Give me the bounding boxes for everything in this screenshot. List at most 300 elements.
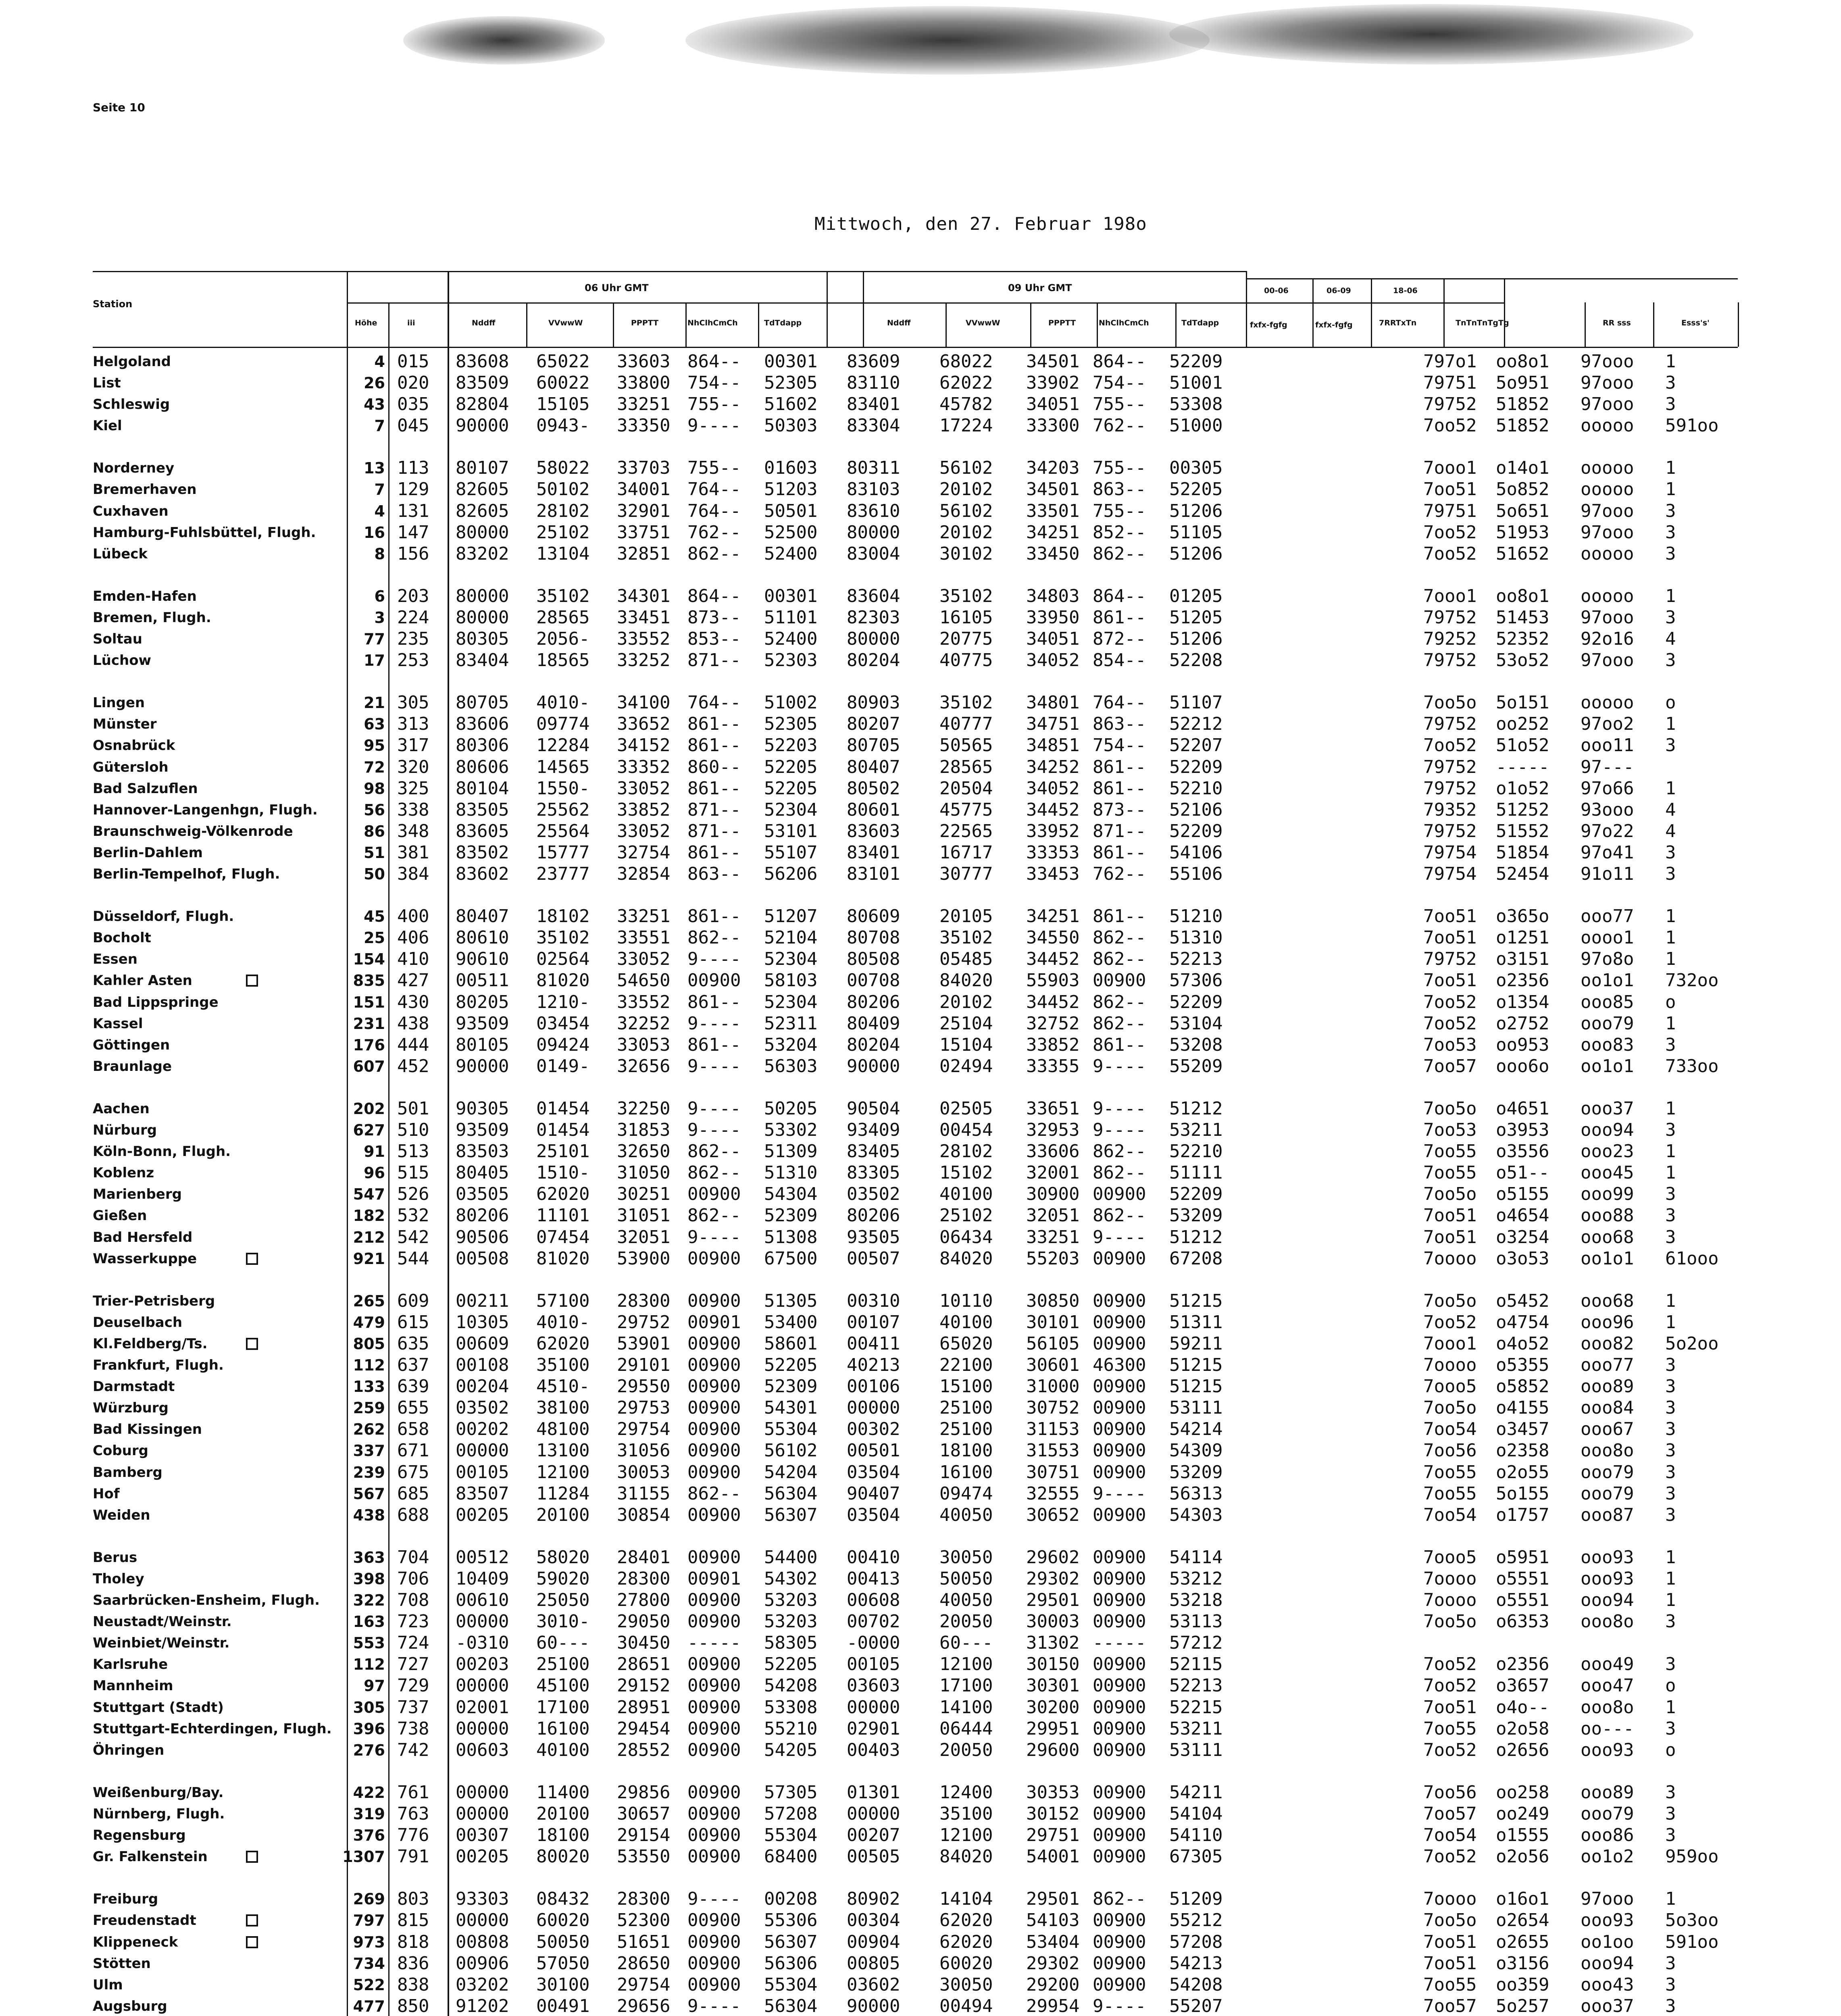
climate-value: ooo94 [1581,1120,1634,1140]
station-id: 147 [397,522,429,543]
climate-value: 7oooo [1423,1355,1477,1375]
climate-value: 7oo51 [1423,1932,1477,1952]
header-09-col1: Nddff [887,319,911,327]
obs06-value: 83505 [456,800,509,820]
obs06-value: 00205 [456,1505,509,1525]
obs09-value: 83609 [847,351,900,372]
table-row [0,1676,1841,1696]
obs09-value: 29200 [1026,1974,1080,1995]
obs06-value: 28552 [617,1740,671,1760]
obs09-value: 30652 [1026,1505,1080,1525]
obs09-value: 50050 [939,1568,993,1589]
obs09-value: 53209 [1169,1462,1223,1483]
obs09-value: 52210 [1169,1141,1223,1162]
obs09-value: 34452 [1026,992,1080,1012]
obs06-value: 34100 [617,692,671,713]
obs09-value: 00900 [1093,1590,1146,1610]
obs09-value: 57306 [1169,970,1223,991]
climate-value: 97ooo [1581,373,1634,393]
table-row [0,608,1841,628]
obs06-value: 52205 [764,1355,818,1375]
climate-value: oo249 [1496,1804,1549,1824]
climate-value: ooo89 [1581,1376,1634,1397]
table-row [0,1783,1841,1803]
table-row [0,1163,1841,1183]
obs09-value: 90000 [847,1056,900,1077]
obs06-value: 9---- [687,1889,741,1909]
obs06-value: 00900 [687,970,741,991]
obs06-value: 29753 [617,1397,671,1418]
obs09-value: 06434 [939,1227,993,1248]
obs06-value: 32901 [617,501,671,521]
obs06-value: 50303 [764,415,818,436]
obs09-value: 33501 [1026,501,1080,521]
obs06-value: 861-- [687,1035,741,1055]
station-id: 526 [397,1184,429,1204]
station-name: Nürnberg, Flugh. [93,1806,225,1822]
obs09-value: 55903 [1026,970,1080,991]
station-name: Gütersloh [93,759,169,775]
climate-value: 7oo51 [1423,906,1477,927]
obs09-value: 80502 [847,778,900,799]
obs06-value: 4010- [536,692,590,713]
table-row [0,1398,1841,1418]
obs06-value: 91202 [456,1996,509,2016]
obs09-value: 51206 [1169,544,1223,564]
climate-value: 79752 [1423,757,1477,777]
climate-value: 1 [1665,1098,1676,1119]
obs09-value: 29600 [1026,1740,1080,1760]
obs06-value: 31853 [617,1120,671,1140]
obs09-value: 51111 [1169,1162,1223,1183]
obs06-value: 00900 [687,1440,741,1461]
obs06-value: 11400 [536,1782,590,1803]
obs06-value: 00511 [456,970,509,991]
station-id: 542 [397,1227,429,1248]
group09-right [1246,271,1247,347]
climate-value: 7oo51 [1423,970,1477,991]
climate-value: 7oo55 [1423,1718,1477,1739]
obs09-value: 06444 [939,1718,993,1739]
obs09-value: 34052 [1026,650,1080,671]
obs06-value: 10409 [456,1568,509,1589]
station-elevation: 43 [364,396,385,413]
climate-value: ooo93 [1581,1740,1634,1760]
climate-value: ooooo [1581,586,1634,606]
obs09-value: 861-- [1093,778,1146,799]
obs06-value: 90000 [456,415,509,436]
obs06-value: 55304 [764,1974,818,1995]
station-elevation: 363 [353,1549,385,1566]
obs06-value: 00900 [687,1825,741,1845]
station-elevation: 72 [364,758,385,776]
obs06-value: 83404 [456,650,509,671]
table-row [0,1035,1841,1055]
station-name: Köln-Bonn, Flugh. [93,1143,231,1160]
obs09-value: 29302 [1026,1568,1080,1589]
climate-value: o2o55 [1496,1462,1549,1483]
climate-value: 79752 [1423,778,1477,799]
obs09-value: 30752 [1026,1397,1080,1418]
header-06-uhr: 06 Uhr GMT [585,282,649,294]
table-row [0,394,1841,414]
climate-value: ooo8o [1581,1697,1634,1718]
station-name: Berus [93,1549,137,1566]
climate-value: o5452 [1496,1291,1549,1311]
climate-value: o5355 [1496,1355,1549,1375]
obs09-value: 54303 [1169,1505,1223,1525]
obs09-value: 754-- [1093,735,1146,756]
climate-value: 7oo5o [1423,1611,1477,1632]
climate-value: 7oo53 [1423,1035,1477,1055]
station-id: 688 [397,1505,429,1525]
climate-value: 3 [1665,394,1676,414]
climate-value: 7ooo1 [1423,586,1477,606]
obs09-value: 30353 [1026,1782,1080,1803]
climate-value: oo1o1 [1581,1248,1634,1269]
table-row [0,1697,1841,1718]
obs09-value: 40050 [939,1505,993,1525]
table-row [0,586,1841,606]
obs09-value: 00900 [1093,1825,1146,1845]
climate-value: 7oo55 [1423,1483,1477,1504]
obs09-value: 20102 [939,522,993,543]
obs09-value: 80206 [847,992,900,1012]
obs09-value: 80601 [847,800,900,820]
station-name: Braunschweig-Völkenrode [93,823,293,839]
obs09-value: 00900 [1093,1376,1146,1397]
obs06-value: 755-- [687,458,741,478]
obs09-value: 20105 [939,906,993,927]
obs06-value: 00508 [456,1248,509,1269]
station-elevation: 422 [353,1784,385,1801]
obs09-value: 54211 [1169,1782,1223,1803]
obs09-value: 33300 [1026,415,1080,436]
climate-value: o2654 [1496,1910,1549,1931]
climate-value: 7oo56 [1423,1782,1477,1803]
obs09-value: 53218 [1169,1590,1223,1610]
obs06-value: 80107 [456,458,509,478]
obs09-value: 9---- [1093,1098,1146,1119]
climate-value: 1 [1665,778,1676,799]
climate-value: 51552 [1496,821,1549,841]
station-name: Regensburg [93,1827,186,1843]
table-row [0,1099,1841,1119]
climate-value: 1 [1665,906,1676,927]
climate-value: 591oo [1665,1932,1719,1952]
obs09-value: 16100 [939,1462,993,1483]
obs06-value: 33552 [617,629,671,649]
obs06-value: 53203 [764,1611,818,1632]
climate-value: ooooo [1581,544,1634,564]
right-sep3 [1443,278,1445,347]
climate-value: 3 [1665,373,1676,393]
obs09-value: 52205 [1169,479,1223,500]
station-elevation: 607 [353,1058,385,1075]
station-name: Cuxhaven [93,503,169,519]
obs09-value: 53211 [1169,1120,1223,1140]
table-row [0,1740,1841,1760]
obs09-value: 50565 [939,735,993,756]
obs09-value: 28102 [939,1141,993,1162]
obs06-value: 52400 [764,629,818,649]
obs09-value: 62020 [939,1932,993,1952]
header-rule-bottom [93,347,1246,348]
station-elevation: 133 [353,1378,385,1395]
obs09-value: 62020 [939,1910,993,1931]
station-id: 544 [397,1248,429,1269]
station-id: 113 [397,458,429,478]
obs09-value: 20102 [939,479,993,500]
climate-value: 52454 [1496,864,1549,884]
obs06-value: 861-- [687,992,741,1012]
obs09-value: 32752 [1026,1013,1080,1034]
climate-value: o5852 [1496,1376,1549,1397]
obs06-value: 52311 [764,1013,818,1034]
station-id: 427 [397,970,429,991]
climate-value: 7oo55 [1423,1141,1477,1162]
obs06-value: 80000 [456,607,509,628]
obs06-value: 764-- [687,501,741,521]
station-name: Hamburg-Fuhlsbüttel, Flugh. [93,525,316,541]
table-row [0,928,1841,948]
station-id: 818 [397,1932,429,1952]
obs09-value: 30200 [1026,1697,1080,1718]
station-name: Bad Lippspringe [93,994,219,1010]
table-row [0,1889,1841,1909]
right-rule-top [1246,278,1504,279]
obs06-value: 863-- [687,864,741,884]
obs09-value: 01301 [847,1782,900,1803]
obs06-value: 80407 [456,906,509,927]
obs09-value: 00410 [847,1547,900,1568]
obs06-value: 38100 [536,1397,590,1418]
climate-value: 7oo57 [1423,1804,1477,1824]
station-elevation: 7 [374,417,385,435]
obs09-value: 862-- [1093,1205,1146,1226]
obs06-value: 860-- [687,757,741,777]
header-sub-1806: 7RRTxTn [1379,319,1417,327]
obs09-value: 52209 [1169,1184,1223,1204]
station-elevation: 522 [353,1976,385,1994]
obs06-value: 00609 [456,1333,509,1354]
station-id: 338 [397,800,429,820]
obs09-value: 00900 [1093,1419,1146,1439]
obs09-value: 34051 [1026,394,1080,414]
table-row [0,1419,1841,1439]
obs06-value: 30100 [536,1974,590,1995]
obs09-value: 863-- [1093,714,1146,734]
obs09-value: 00900 [1093,1953,1146,1974]
obs09-value: 82303 [847,607,900,628]
station-name: Tholey [93,1571,144,1587]
station-id: 015 [397,351,429,372]
obs06-value: 4010- [536,1312,590,1333]
station-elevation: 26 [364,374,385,392]
obs09-value: 32051 [1026,1205,1080,1226]
obs09-value: 754-- [1093,373,1146,393]
station-elevation: 50 [364,865,385,883]
obs06-value: 00000 [456,1440,509,1461]
obs06-value: 56206 [764,864,818,884]
obs06-value: 873-- [687,607,741,628]
obs09-value: 51215 [1169,1291,1223,1311]
table-row [0,1569,1841,1589]
obs09-value: 34252 [1026,757,1080,777]
obs06-value: 50102 [536,479,590,500]
right-sep6 [1653,302,1654,347]
obs06-value: 00208 [764,1889,818,1909]
obs09-value: 54110 [1169,1825,1223,1845]
station-id: 637 [397,1355,429,1375]
obs06-value: 00900 [687,1910,741,1931]
station-elevation: 376 [353,1826,385,1844]
climate-value: 97o66 [1581,778,1634,799]
climate-value: o6353 [1496,1611,1549,1632]
station-elevation: 231 [353,1015,385,1033]
obs06-value: 56303 [764,1056,818,1077]
table-row [0,501,1841,521]
obs06-value: 33652 [617,714,671,734]
obs06-value: 00603 [456,1740,509,1760]
obs06-value: 65022 [536,351,590,372]
obs06-value: 51602 [764,394,818,414]
table-row [0,1804,1841,1824]
obs06-value: 80606 [456,757,509,777]
station-id: 685 [397,1483,429,1504]
station-id: 406 [397,927,429,948]
station-id: 658 [397,1419,429,1439]
station-name: Darmstadt [93,1379,175,1395]
obs09-value: 52215 [1169,1697,1223,1718]
climate-value: 79754 [1423,864,1477,884]
obs09-value: 56105 [1026,1333,1080,1354]
obs09-value: 80705 [847,735,900,756]
obs06-value: 00000 [456,1675,509,1696]
obs06-value: 57050 [536,1953,590,1974]
table-row [0,1056,1841,1077]
obs06-value: 11284 [536,1483,590,1504]
obs06-value: 13100 [536,1440,590,1461]
climate-value: 7oo52 [1423,544,1477,564]
obs06-value: 862-- [687,1205,741,1226]
climate-value: 1 [1665,1889,1676,1909]
table-row [0,735,1841,756]
station-name: Klippeneck [93,1934,178,1950]
obs06-value: 52304 [764,949,818,969]
scan-smudge-3 [1169,4,1693,65]
obs09-value: 34051 [1026,629,1080,649]
station-name: Marienberg [93,1186,182,1202]
station-elevation: 973 [353,1933,385,1951]
obs06-value: 80205 [456,992,509,1012]
obs06-value: 83606 [456,714,509,734]
climate-value: 3 [1665,1782,1676,1803]
obs06-value: 58305 [764,1633,818,1653]
climate-value: oo953 [1496,1035,1549,1055]
obs09-value: 53111 [1169,1740,1223,1760]
obs09-value: 31000 [1026,1376,1080,1397]
col06-sep4 [758,302,759,347]
climate-value: 3 [1665,1184,1676,1204]
climate-value: o5551 [1496,1590,1549,1610]
table-row [0,544,1841,564]
climate-value: ooo87 [1581,1505,1634,1525]
obs06-value: 01454 [536,1120,590,1140]
obs09-value: 51107 [1169,692,1223,713]
obs09-value: 55209 [1169,1056,1223,1077]
obs06-value: 90506 [456,1227,509,1248]
obs09-value: 33450 [1026,544,1080,564]
obs06-value: 25050 [536,1590,590,1610]
table-row [0,821,1841,841]
station-name: Kassel [93,1016,143,1032]
obs09-value: 83405 [847,1141,900,1162]
climate-value: 97ooo [1581,522,1634,543]
climate-value: 7oo55 [1423,1974,1477,1995]
climate-value: o14o1 [1496,458,1549,478]
obs09-value: 00900 [1093,1312,1146,1333]
station-elevation: 1307 [342,1848,385,1866]
obs06-value: 9---- [687,1227,741,1248]
obs09-value: 54001 [1026,1846,1080,1867]
climate-value: 97oo2 [1581,714,1634,734]
obs06-value: 60022 [536,373,590,393]
obs06-value: 11101 [536,1205,590,1226]
table-row [0,1462,1841,1483]
obs06-value: 32656 [617,1056,671,1077]
obs06-value: 51309 [764,1141,818,1162]
station-elevation: 734 [353,1955,385,1972]
obs09-value: 14100 [939,1697,993,1718]
obs06-value: 53900 [617,1248,671,1269]
table-row [0,1484,1841,1504]
obs09-value: 83401 [847,394,900,414]
obs09-value: 34501 [1026,479,1080,500]
table-row [0,1505,1841,1525]
climate-value: o365o [1496,906,1549,927]
table-row [0,650,1841,671]
climate-value: 1 [1665,479,1676,500]
obs09-value: 00505 [847,1846,900,1867]
obs09-value: 60--- [939,1633,993,1653]
climate-value: o4754 [1496,1312,1549,1333]
obs06-value: 33800 [617,373,671,393]
obs06-value: 00900 [687,1291,741,1311]
obs06-value: 52104 [764,927,818,948]
table-row [0,906,1841,927]
obs09-value: 51001 [1169,373,1223,393]
obs06-value: 32252 [617,1013,671,1034]
obs09-value: 00107 [847,1312,900,1333]
station-elevation: 3 [374,609,385,627]
obs09-value: 00900 [1093,1804,1146,1824]
obs09-value: 80708 [847,927,900,948]
obs06-value: 52400 [764,544,818,564]
table-row [0,373,1841,393]
station-elevation: 627 [353,1121,385,1139]
obs09-value: 00900 [1093,1291,1146,1311]
climate-value: ooo47 [1581,1675,1634,1696]
obs06-value: 30657 [617,1804,671,1824]
table-row [0,458,1841,478]
station-elevation: 265 [353,1292,385,1310]
station-elevation: 97 [364,1677,385,1695]
obs06-value: 00205 [456,1846,509,1867]
obs09-value: 10110 [939,1291,993,1311]
station-elevation: 7 [374,481,385,498]
obs06-value: 54205 [764,1740,818,1760]
